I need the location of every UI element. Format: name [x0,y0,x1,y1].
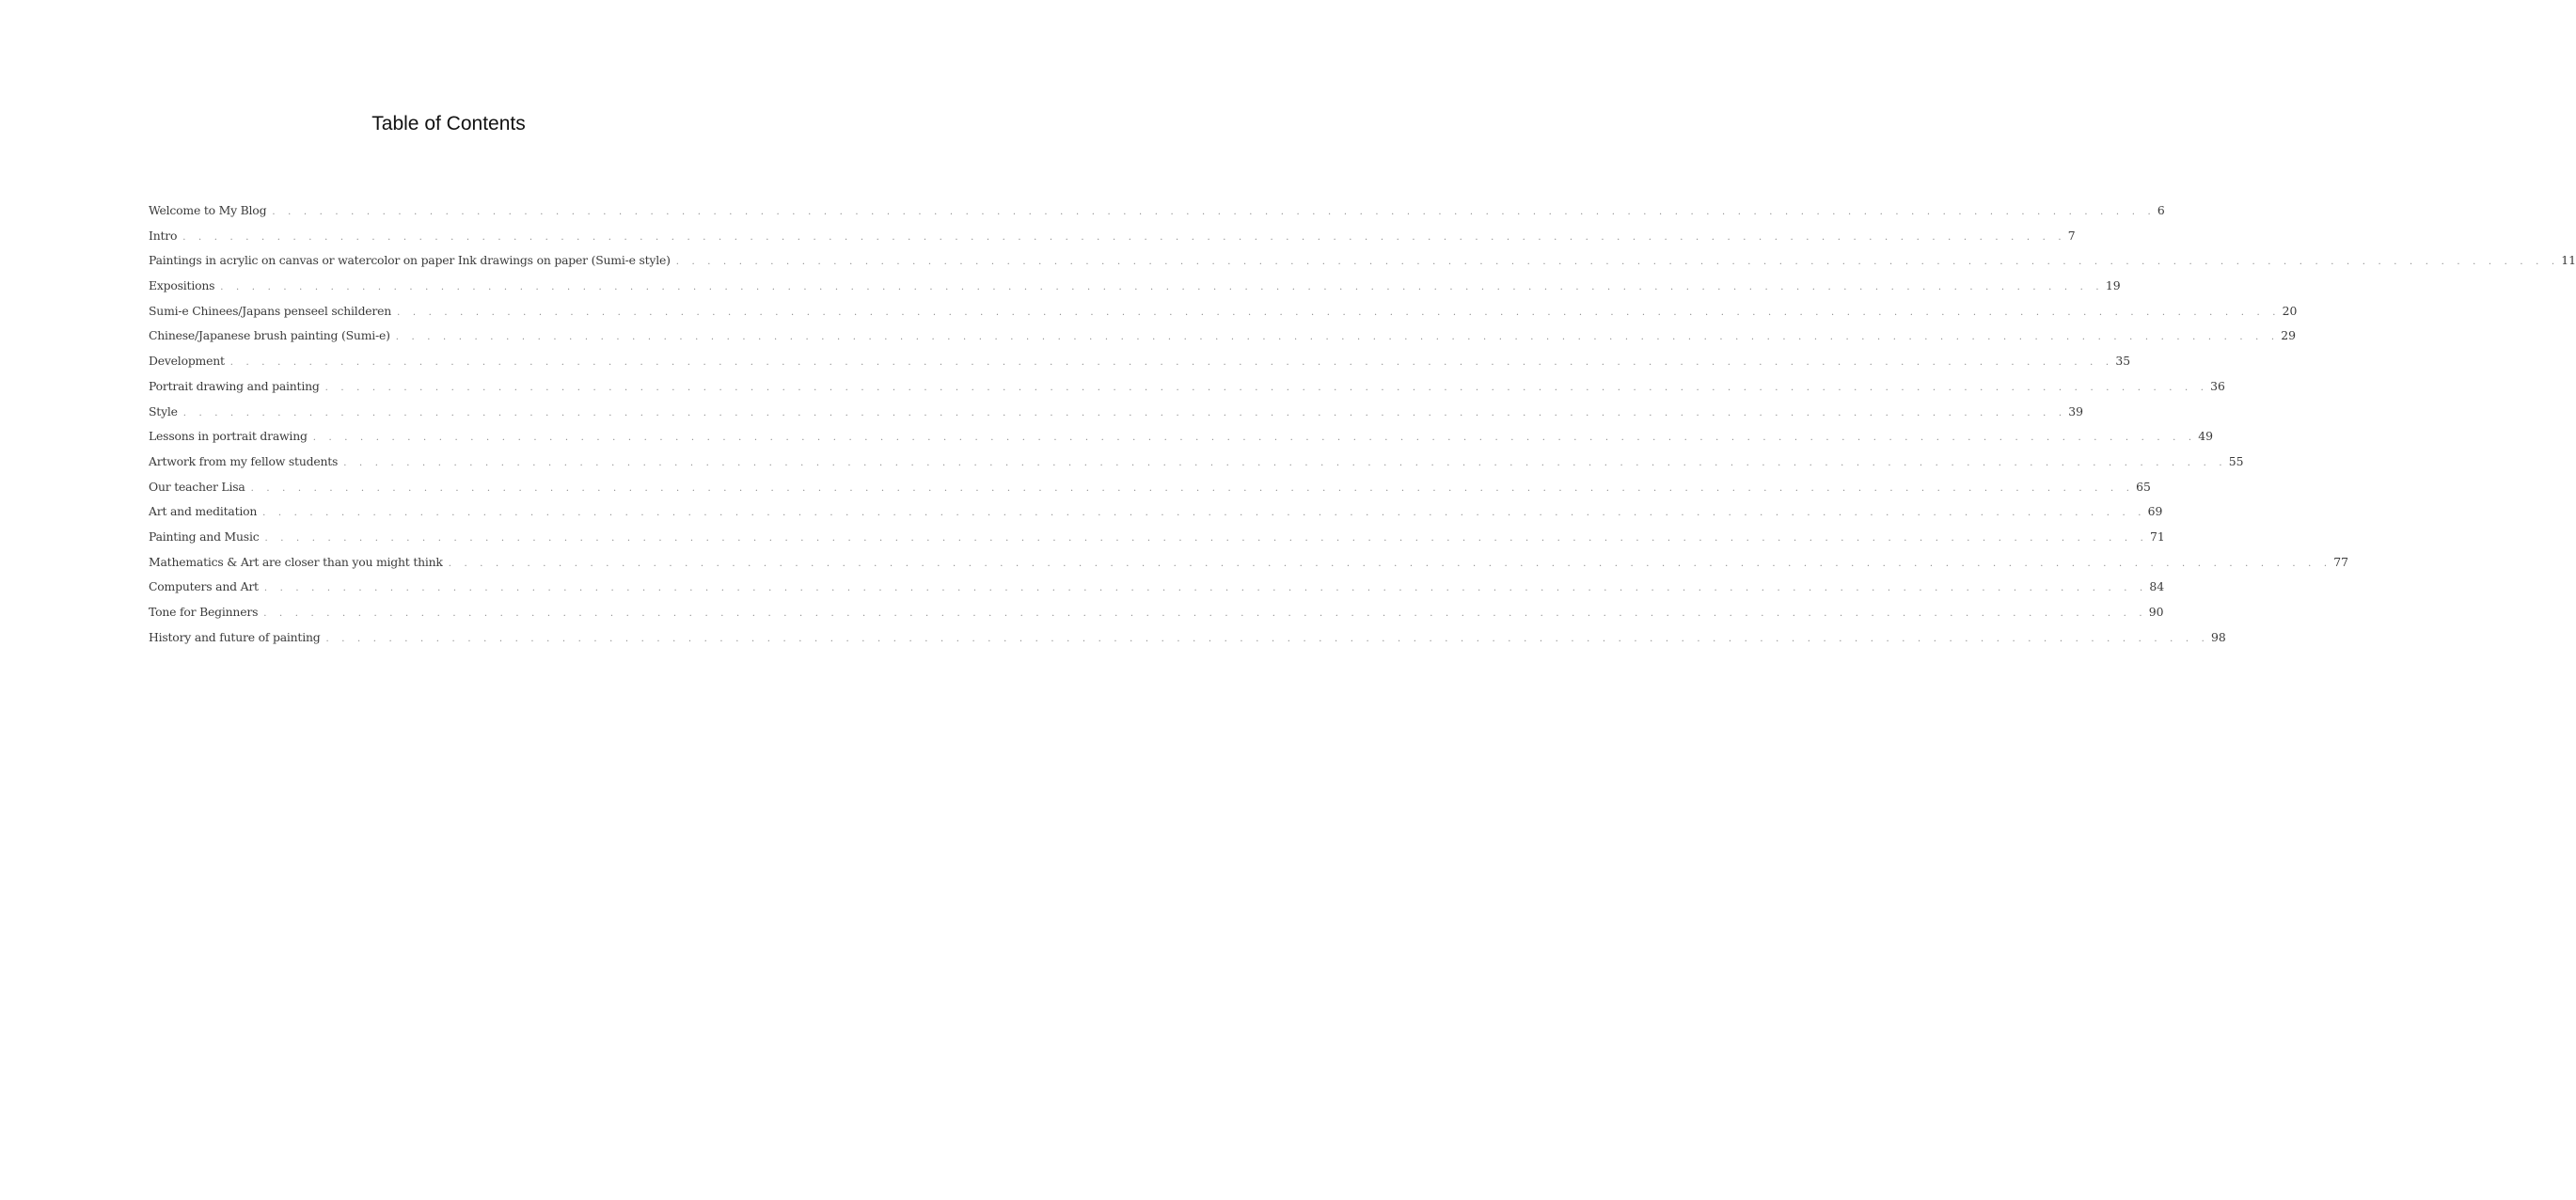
toc-entry[interactable] [149,424,2214,450]
toc-entry-title[interactable]: Development [149,354,225,369]
toc-page-number[interactable]: 19 [2105,278,2121,293]
toc-entry-title[interactable]: Intro [149,228,178,243]
toc-page-number[interactable]: 77 [2333,554,2349,569]
toc-page-number[interactable]: 65 [2136,479,2151,494]
toc-entry[interactable] [149,400,2084,425]
toc-entry[interactable] [149,374,2225,400]
toc-entry-title[interactable]: Art and meditation [149,504,258,519]
dot-leader: . . . . . . . . . . . . . . . . . . . . . . . . . . . . . . . . . . . . . . . . . . . . . . . . . . . . . . . . . . . . . . . . . . . . . . . . . . . . . . . . . . . . . . . . . . . . . . . . . . . . . . . . . . . . . . . . . . . . . . . . [272,207,2156,217]
dot-leader: . . . . . . . . . . . . . . . . . . . . . . . . . . . . . . . . . . . . . . . . . . . . . . . . . . . . . . . . . . . . . . . . . . . . . . . . . . . . . . . . . . . . . . . . . . . . . . . . . . . . . . . . . . . . . . . . . . . . . . . . [395,332,2280,343]
toc-page-number[interactable]: 20 [2282,303,2298,318]
toc-page-number[interactable]: 29 [2281,328,2297,343]
dot-leader: . . . . . . . . . . . . . . . . . . . . . . . . . . . . . . . . . . . . . . . . . . . . . . . . . . . . . . . . . . . . . . . . . . . . . . . . . . . . . . . . . . . . . . . . . . . . . . . . . . . . . . . . . . . . . . . . . . . . . . . . [675,257,2560,268]
toc-list [149,198,2576,650]
toc-entry-title[interactable]: Paintings in acrylic on canvas or watercolor on paper Ink drawings on paper (Sumi-e style) [149,253,671,268]
toc-entry-title[interactable]: Welcome to My Blog [149,203,267,217]
toc-entry-title[interactable]: Painting and Music [149,529,260,544]
toc-page-number[interactable]: 90 [2148,605,2164,619]
dot-leader: . . . . . . . . . . . . . . . . . . . . . . . . . . . . . . . . . . . . . . . . . . . . . . . . . . . . . . . . . . . . . . . . . . . . . . . . . . . . . . . . . . . . . . . . . . . . . . . . . . . . . . . . . . . . . . . . . . . . . . . . [263,583,2148,594]
toc-entry-title[interactable]: Lessons in portrait drawing [149,429,308,444]
toc-entry-title[interactable]: Expositions [149,278,215,293]
toc-entry-title[interactable]: Style [149,403,178,418]
toc-entry[interactable] [149,324,2297,349]
dot-leader: . . . . . . . . . . . . . . . . . . . . . . . . . . . . . . . . . . . . . . . . . . . . . . . . . . . . . . . . . . . . . . . . . . . . . . . . . . . . . . . . . . . . . . . . . . . . . . . . . . . . . . . . . . . . . . . . . . . . . . . . [229,357,2114,369]
toc-page-number[interactable]: 11 [2561,253,2576,268]
toc-entry[interactable] [149,299,2298,324]
dot-leader: . . . . . . . . . . . . . . . . . . . . . . . . . . . . . . . . . . . . . . . . . . . . . . . . . . . . . . . . . . . . . . . . . . . . . . . . . . . . . . . . . . . . . . . . . . . . . . . . . . . . . . . . . . . . . . . . . . . . . . . . [182,231,2066,243]
dot-leader: . . . . . . . . . . . . . . . . . . . . . . . . . . . . . . . . . . . . . . . . . . . . . . . . . . . . . . . . . . . . . . . . . . . . . . . . . . . . . . . . . . . . . . . . . . . . . . . . . . . . . . . . . . . . . . . . . . . . . . . . [182,407,2067,418]
dot-leader: . . . . . . . . . . . . . . . . . . . . . . . . . . . . . . . . . . . . . . . . . . . . . . . . . . . . . . . . . . . . . . . . . . . . . . . . . . . . . . . . . . . . . . . . . . . . . . . . . . . . . . . . . . . . . . . . . . . . . . . . [397,307,2281,318]
toc-page-number[interactable]: 36 [2210,378,2225,393]
toc-entry-title[interactable]: Computers and Art [149,579,259,594]
page-title: Table of Contents [371,113,526,134]
dot-leader: . . . . . . . . . . . . . . . . . . . . . . . . . . . . . . . . . . . . . . . . . . . . . . . . . . . . . . . . . . . . . . . . . . . . . . . . . . . . . . . . . . . . . . . . . . . . . . . . . . . . . . . . . . . . . . . . . . . . . . . . [220,282,2104,293]
toc-entry[interactable] [149,499,2163,525]
dot-leader: . . . . . . . . . . . . . . . . . . . . . . . . . . . . . . . . . . . . . . . . . . . . . . . . . . . . . . . . . . . . . . . . . . . . . . . . . . . . . . . . . . . . . . . . . . . . . . . . . . . . . . . . . . . . . . . . . . . . . . . . [250,482,2135,494]
dot-leader: . . . . . . . . . . . . . . . . . . . . . . . . . . . . . . . . . . . . . . . . . . . . . . . . . . . . . . . . . . . . . . . . . . . . . . . . . . . . . . . . . . . . . . . . . . . . . . . . . . . . . . . . . . . . . . . . . . . . . . . . [325,633,2210,644]
toc-entry-title[interactable]: Sumi-e Chinees/Japans penseel schilderen [149,303,392,318]
toc-page-number[interactable]: 69 [2147,504,2163,519]
toc-entry-title[interactable]: History and future of painting [149,629,321,644]
toc-entry[interactable] [149,224,2076,249]
toc-entry[interactable] [149,575,2165,600]
toc-entry[interactable] [149,198,2165,224]
toc-entry[interactable] [149,248,2576,274]
toc-page-number[interactable]: 71 [2149,529,2165,544]
toc-entry-title[interactable]: Artwork from my fellow students [149,453,339,468]
toc-page-number[interactable]: 84 [2149,579,2165,594]
toc-entry[interactable] [149,475,2151,500]
toc-entry-title[interactable]: Our teacher Lisa [149,479,245,494]
toc-page-number[interactable]: 98 [2211,629,2226,644]
toc-entry[interactable] [149,349,2131,374]
dot-leader: . . . . . . . . . . . . . . . . . . . . . . . . . . . . . . . . . . . . . . . . . . . . . . . . . . . . . . . . . . . . . . . . . . . . . . . . . . . . . . . . . . . . . . . . . . . . . . . . . . . . . . . . . . . . . . . . . . . . . . . . [312,433,2197,444]
toc-entry[interactable] [149,450,2244,475]
dot-leader: . . . . . . . . . . . . . . . . . . . . . . . . . . . . . . . . . . . . . . . . . . . . . . . . . . . . . . . . . . . . . . . . . . . . . . . . . . . . . . . . . . . . . . . . . . . . . . . . . . . . . . . . . . . . . . . . . . . . . . . . [324,382,2209,393]
dot-leader: . . . . . . . . . . . . . . . . . . . . . . . . . . . . . . . . . . . . . . . . . . . . . . . . . . . . . . . . . . . . . . . . . . . . . . . . . . . . . . . . . . . . . . . . . . . . . . . . . . . . . . . . . . . . . . . . . . . . . . . . [263,608,2147,619]
toc-page-number[interactable]: 49 [2198,429,2214,444]
toc-page-number[interactable]: 6 [2157,203,2165,217]
dot-leader: . . . . . . . . . . . . . . . . . . . . . . . . . . . . . . . . . . . . . . . . . . . . . . . . . . . . . . . . . . . . . . . . . . . . . . . . . . . . . . . . . . . . . . . . . . . . . . . . . . . . . . . . . . . . . . . . . . . . . . . . [264,532,2148,544]
toc-entry-title[interactable]: Mathematics & Art are closer than you might think [149,554,443,569]
dot-leader: . . . . . . . . . . . . . . . . . . . . . . . . . . . . . . . . . . . . . . . . . . . . . . . . . . . . . . . . . . . . . . . . . . . . . . . . . . . . . . . . . . . . . . . . . . . . . . . . . . . . . . . . . . . . . . . . . . . . . . . . [448,558,2332,569]
toc-entry-title[interactable]: Chinese/Japanese brush painting (Sumi-e) [149,328,390,343]
toc-entry[interactable] [149,274,2121,299]
toc-entry-title[interactable]: Portrait drawing and painting [149,378,320,393]
toc-entry[interactable] [149,525,2165,550]
toc-entry[interactable] [149,625,2226,651]
toc-page-number[interactable]: 39 [2068,403,2084,418]
toc-entry-title[interactable]: Tone for Beginners [149,605,259,619]
toc-page-number[interactable]: 55 [2228,453,2244,468]
toc-entry[interactable] [149,550,2349,576]
dot-leader: . . . . . . . . . . . . . . . . . . . . . . . . . . . . . . . . . . . . . . . . . . . . . . . . . . . . . . . . . . . . . . . . . . . . . . . . . . . . . . . . . . . . . . . . . . . . . . . . . . . . . . . . . . . . . . . . . . . . . . . . [262,508,2146,519]
toc-page-number[interactable]: 35 [2115,354,2131,369]
toc-entry[interactable] [149,600,2164,625]
dot-leader: . . . . . . . . . . . . . . . . . . . . . . . . . . . . . . . . . . . . . . . . . . . . . . . . . . . . . . . . . . . . . . . . . . . . . . . . . . . . . . . . . . . . . . . . . . . . . . . . . . . . . . . . . . . . . . . . . . . . . . . . [343,457,2227,468]
toc-page-number[interactable]: 7 [2067,228,2076,243]
